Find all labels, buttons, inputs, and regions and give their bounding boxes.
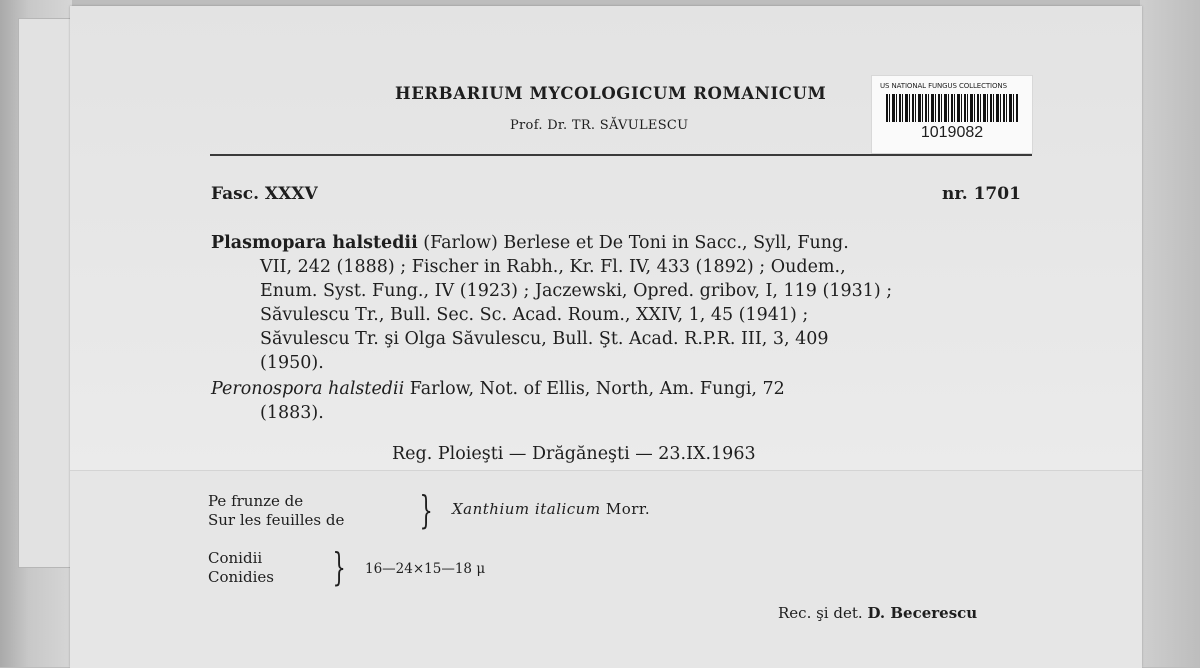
brace-icon: }	[332, 545, 346, 589]
reference-line-2: VII, 242 (1888) ; Fischer in Rabh., Kr. Fl. IV, 433 (1892) ; Oudem.,	[260, 257, 846, 277]
reference-line-8: (1883).	[260, 403, 324, 423]
herbarium-subtitle: Prof. Dr. TR. SĂVULESCU	[510, 118, 689, 133]
species-name: Plasmopara halstedii	[211, 233, 418, 253]
header-rule	[210, 154, 1032, 156]
barcode-label	[871, 75, 1033, 154]
reference-line-7	[211, 377, 785, 401]
host-label-fr: Sur les feuilles de	[208, 511, 345, 529]
host-label-ro: Pe frunze de	[208, 492, 304, 510]
host-author: Morr.	[600, 500, 651, 518]
collector-name: D. Becerescu	[867, 604, 978, 622]
locality-date: Reg. Ploieşti — Drăgăneşti — 23.IX.1963	[392, 444, 756, 464]
reference-text: Farlow, Not. of Ellis, North, Am. Fungi, 72	[404, 379, 785, 399]
reference-line-6: (1950).	[260, 353, 324, 373]
host-species: Xanthium italicum	[452, 500, 601, 518]
conidia-label-fr: Conidies	[208, 568, 274, 586]
reference-line-4: Săvulescu Tr., Bull. Sec. Sc. Acad. Roum., XXIV, 1, 45 (1941) ;	[260, 305, 809, 325]
synonym-name: Peronospora halstedii	[211, 379, 405, 399]
collector-prefix: Rec. şi det.	[778, 604, 863, 622]
specimen-number: nr. 1701	[942, 184, 1021, 204]
barcode-caption: US NATIONAL FUNGUS COLLECTIONS	[880, 82, 1007, 90]
reference-line-3: Enum. Syst. Fung., IV (1923) ; Jaczewski, Opred. gribov, I, 119 (1931) ;	[260, 281, 893, 301]
host-name	[452, 500, 650, 518]
collector-line	[778, 604, 977, 622]
background-right	[1140, 0, 1200, 667]
reference-line-1	[211, 231, 849, 255]
barcode-number: 1019082	[920, 124, 984, 141]
reference-line-5: Săvulescu Tr. şi Olga Săvulescu, Bull. Şt. Acad. R.P.R. III, 3, 409	[260, 329, 829, 349]
fascicle-label: Fasc. XXXV	[211, 184, 318, 204]
barcode-icon	[886, 94, 1018, 122]
conidia-size: 16—24×15—18 μ	[365, 561, 486, 577]
brace-icon: }	[419, 488, 433, 532]
herbarium-title: HERBARIUM MYCOLOGICUM ROMANICUM	[395, 84, 827, 103]
conidia-label-ro: Conidii	[208, 549, 263, 567]
reference-text: (Farlow) Berlese et De Toni in Sacc., Syll, Fung.	[417, 233, 849, 253]
